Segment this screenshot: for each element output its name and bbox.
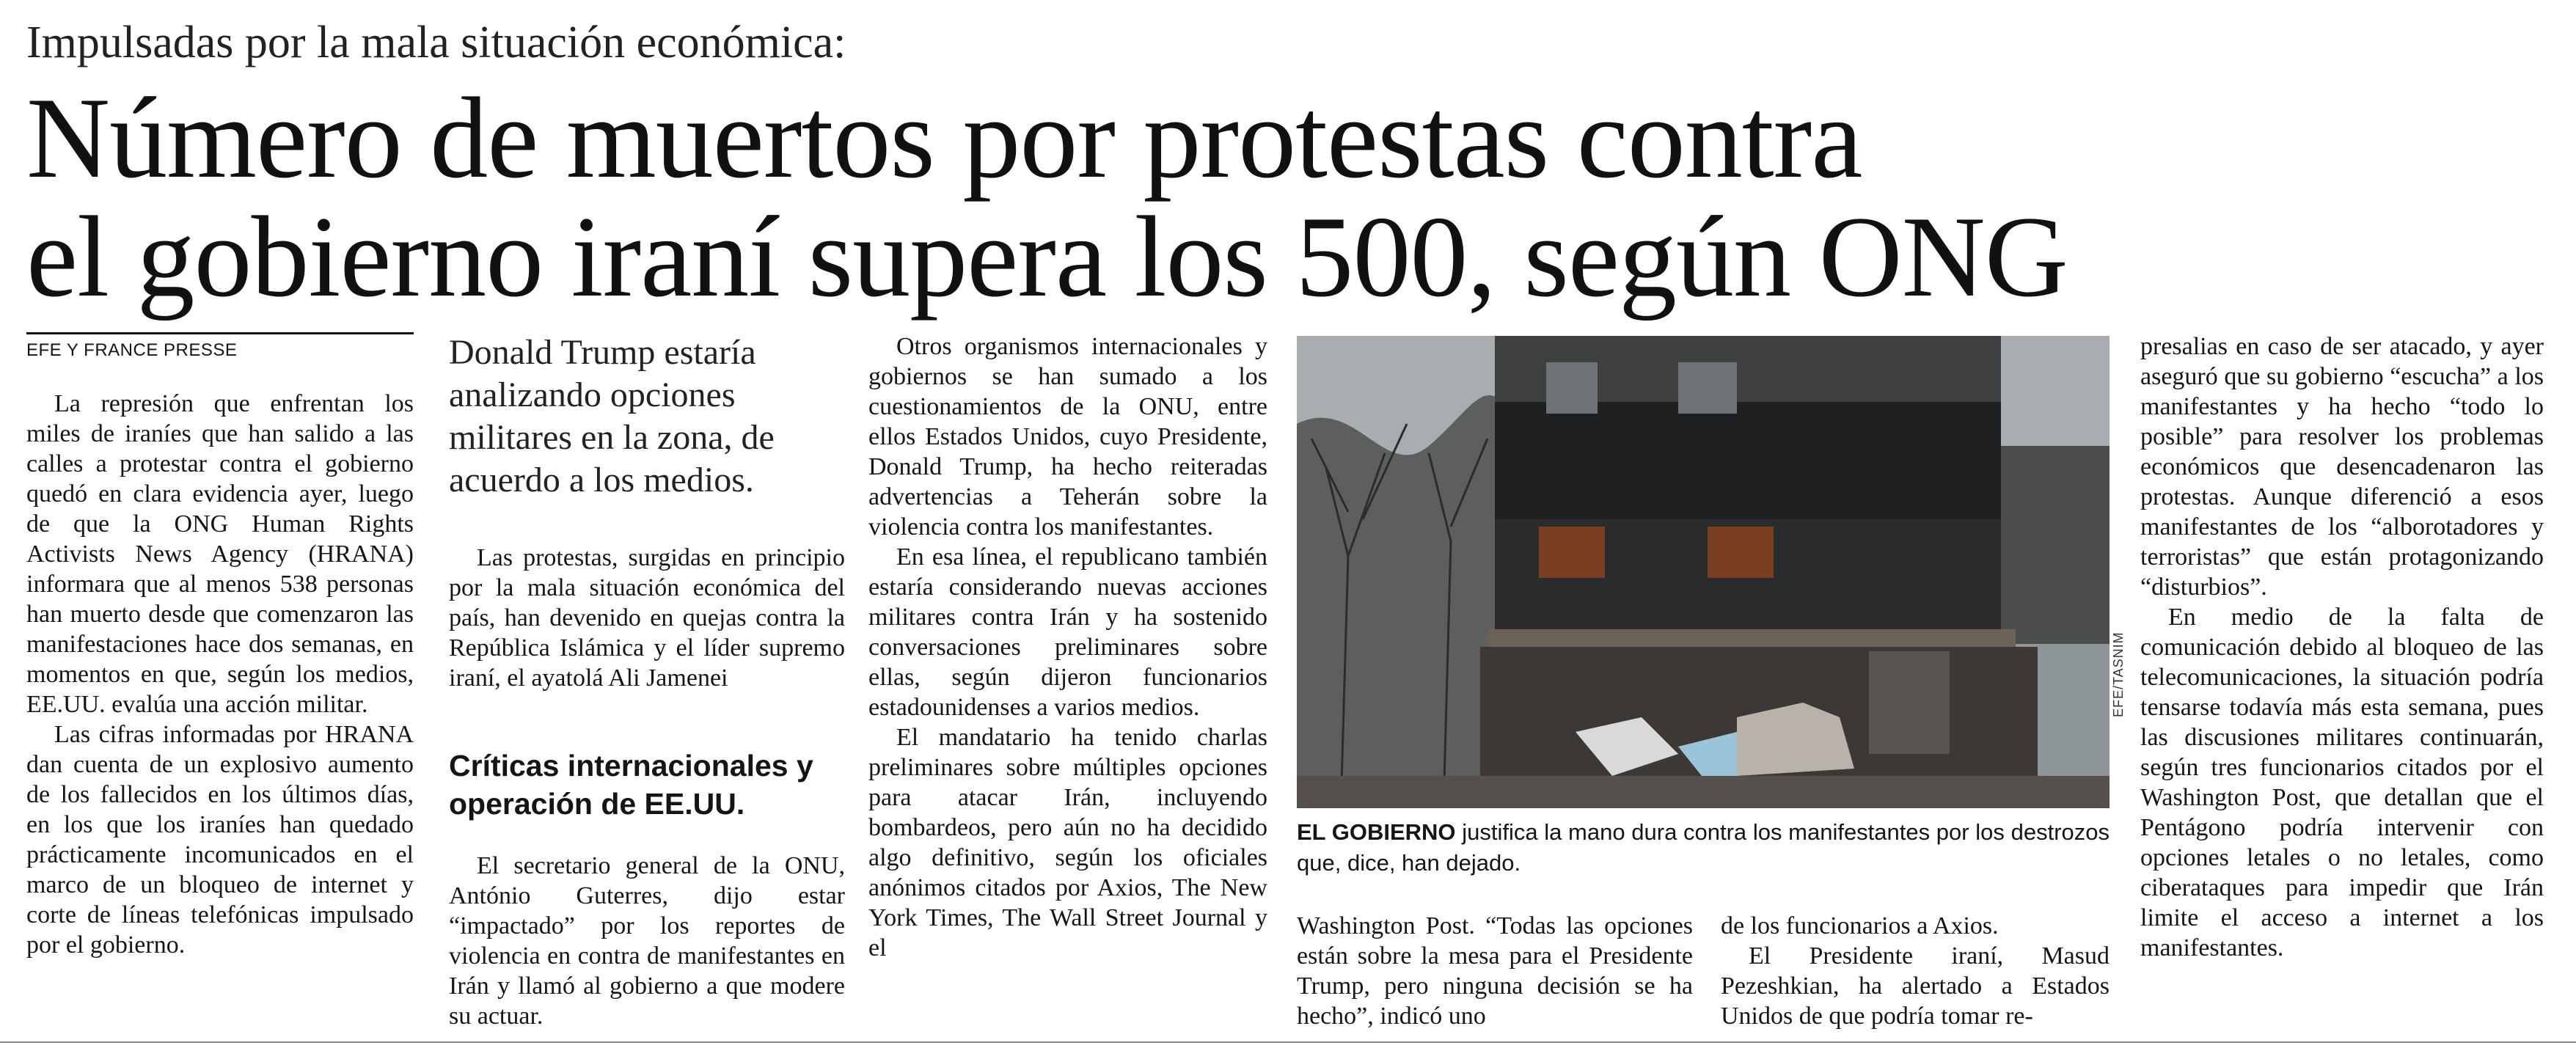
kicker: Impulsadas por la mala situación económica:: [26, 18, 846, 67]
subheading: Críticas internacionales y operación de EE.UU.: [449, 749, 813, 821]
paragraph: presalias en caso de ser atacado, y ayer aseguró que su gobierno “escucha” a los manifestantes y ha hecho “todo lo posible” para resolver los problemas económicos que desencadenaron las protestas. Aunque diferenció a esos manifestantes de los “alborotadores y terroristas” que están protagonizando “disturbios”.: [2140, 333, 2544, 601]
paragraph: El mandatario ha tenido charlas preliminares sobre múltiples opciones para atacar Irán, incluyendo bombardeos, pero aún no ha decidido algo definitivo, según los oficiales anónimos citados por Axios, The New York Times, The Wall Street Journal y el: [868, 724, 1267, 961]
paragraph: La represión que enfrentan los miles de iraníes que han salido a las calles a protestar contra el gobierno quedó en clara evidencia ayer, luego de que la ONG Human Rights Activists News Agency (HRANA) informara que al menos 538 personas han muerto desde que comenzaron las manifestaciones hace dos semanas, en momentos en que, según los medios, EE.UU. evalúa una acción militar.: [26, 390, 414, 718]
deck: Donald Trump estaría analizando opciones militares en la zona, de acuerdo a los medios.: [449, 333, 775, 499]
caption-text: justifica la mano dura contra los manifestantes por los destrozos que, dice, han dejado.: [1297, 819, 2110, 876]
headline: [26, 74, 2550, 321]
headline-line-1: Número de muertos por protestas contra: [26, 74, 1862, 202]
paragraph: En esa línea, el republicano también estaría considerando nuevas acciones militares contra Irán y ha sostenido conversaciones preliminares sobre ellas, según dijeron funcionarios estadounidenses a varios medios.: [868, 543, 1267, 721]
photo-credit: EFE/TASNIM: [2111, 631, 2126, 717]
column-6: [2140, 331, 2544, 963]
paragraph: En medio de la falta de comunicación debido al bloqueo de las telecomunicaciones, la situación podría tensarse todavía más esta semana, pues las discusiones militares continuarán, según tres funcionarios citados por el Washington Post, que detallan que el Pentágono podría intervenir con opciones letales o no letales, como ciberataques para impedir que Irán limite el acceso a internet a los manifestantes.: [2140, 604, 2544, 961]
news-photo: [1297, 336, 2110, 808]
paragraph: Las protestas, surgidas en principio por la mala situación económica del país, han devenido en quejas contra la República Islámica y el líder supremo iraní, el ayatolá Ali Jamenei: [449, 544, 845, 692]
column-2-bottom: [449, 851, 845, 1031]
burned-building-photo: [1297, 336, 2110, 808]
column-1: [26, 389, 414, 960]
column-2-top: [449, 543, 845, 693]
paragraph: Washington Post. “Todas las opciones están sobre la mesa para el Presidente Trump, pero ninguna decisión se ha hecho”, indicó uno: [1297, 912, 1693, 1030]
photo-caption: [1297, 817, 2110, 879]
paragraph: El secretario general de la ONU, António Guterres, dijo estar “impactado” por los reportes de violencia en contra de manifestantes en Irán y llamó al gobierno a que modere su actuar.: [449, 852, 845, 1030]
column-4: [1297, 911, 1693, 1031]
agency-byline: EFE Y FRANCE PRESSE: [26, 332, 414, 361]
headline-line-2: el gobierno iraní supera los 500, según ONG: [26, 193, 2068, 321]
caption-lead: EL GOBIERNO: [1297, 819, 1456, 845]
paragraph: de los funcionarios a Axios.: [1721, 912, 1999, 939]
paragraph: Otros organismos internacionales y gobiernos se han sumado a los cuestionamientos de la ONU, entre ellos Estados Unidos, cuyo Presidente, Donald Trump, ha hecho reiteradas advertencias a Teherán sobre la violencia contra los manifestantes.: [868, 333, 1267, 541]
column-5: [1721, 911, 2110, 1031]
paragraph: El Presidente iraní, Masud Pezeshkian, ha alertado a Estados Unidos de que podría tomar re-: [1721, 942, 2110, 1030]
column-3: [868, 331, 1267, 963]
paragraph: Las cifras informadas por HRANA dan cuenta de un explosivo aumento de los fallecidos en los últimos días, en los que los iraníes han quedado prácticamente incomunicados en el marco de un bloqueo de internet y corte de líneas telefónicas impulsado por el gobierno.: [26, 721, 414, 959]
bottom-rule: [0, 1041, 2576, 1043]
